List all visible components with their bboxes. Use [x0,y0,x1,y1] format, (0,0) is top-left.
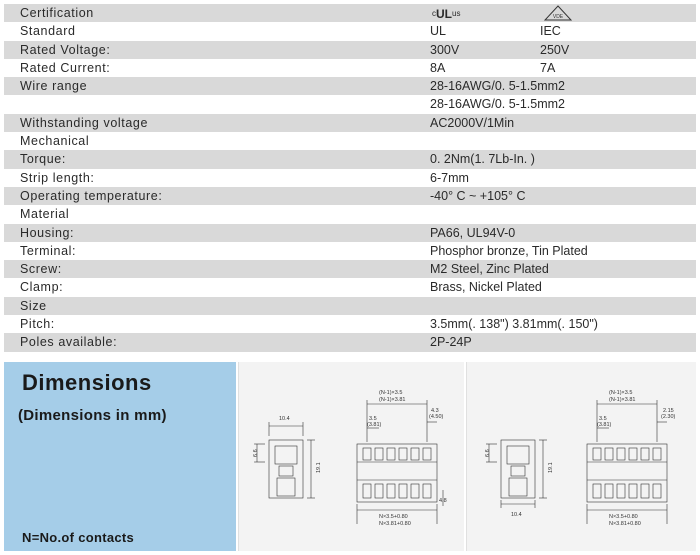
spec-value: 8A [430,60,446,75]
spec-row [4,4,696,22]
front-view-body [587,444,667,502]
technical-drawing-a [239,362,465,551]
spec-label: Clamp: [20,280,64,295]
vde-certification-icon [544,5,572,21]
front-view-body [357,444,437,502]
spec-value: Brass, Nickel Plated [430,280,542,295]
dim-length-b: N×3.81+0.80 [379,521,411,527]
dim-offset-a: 4.3 [431,408,439,414]
dimensions-subtitle: (Dimensions in mm) [18,407,167,424]
spec-row [4,59,696,77]
spec-value: UL [430,24,446,39]
contacts-note: N=No.of contacts [22,530,135,545]
dim-pitch-sum-b: (N-1)×3.81 [609,397,636,403]
spec-label: Mechanical [20,134,90,149]
dim-pitch-sum-a: (N-1)×3.5 [379,390,403,396]
dim-length-a: N×3.5+0.80 [379,514,408,520]
spec-value-iec: 250V [540,42,570,57]
spec-label: Rated Voltage: [20,42,111,57]
dim-pitch-sum-a: (N-1)×3.5 [609,390,633,396]
spec-value: AC2000V/1Min [430,115,515,130]
spec-label: Material [20,207,70,222]
dim-pitch-sum-b: (N-1)×3.81 [379,397,406,403]
dim-side-width: 10.4 [511,512,522,518]
dim-side-height: 6.6 [485,449,491,457]
dim-side-height: 6.6 [253,449,259,457]
spec-label: Screw: [20,262,62,277]
spec-label: Size [20,298,47,313]
spec-row [4,41,696,59]
svg-text:VDE: VDE [552,14,564,20]
spec-value: 3.5mm(. 138") 3.81mm(. 150") [430,317,598,332]
spec-row [4,242,696,260]
spec-row [4,95,696,113]
contact-slots [363,448,431,498]
dim-pitch-a: 3.5 [599,416,607,422]
spec-label: Withstanding voltage [20,115,149,130]
dim-offset-b: (4.50) [429,414,444,420]
spec-row [4,77,696,95]
spec-value: 0. 2Nm(1. 7Lb-In. ) [430,152,535,167]
spec-row [4,22,696,40]
dim-pitch-b: (3.81) [597,422,612,428]
spec-value: Phosphor bronze, Tin Plated [430,243,588,258]
spec-label: Rated Current: [20,60,111,75]
side-view-body [501,440,535,498]
side-view-body [269,440,303,498]
dim-body-height: 19.1 [548,462,554,473]
spec-row [4,315,696,333]
spec-row [4,224,696,242]
spec-label: Strip length: [20,170,95,185]
dim-length-a: N×3.5+0.80 [609,514,638,520]
dim-pitch-a: 3.5 [369,416,377,422]
spec-value: 6-7mm [430,170,469,185]
spec-row [4,132,696,150]
spec-row [4,169,696,187]
spec-label: Housing: [20,225,75,240]
dim-offset-a: 2.15 [663,408,674,414]
spec-value: PA66, UL94V-0 [430,225,516,240]
dim-offset-b: (2.30) [661,414,676,420]
spec-value-iec: IEC [540,24,561,39]
spec-row [4,260,696,278]
spec-row [4,297,696,315]
dim-side-width: 10.4 [279,416,290,422]
dimensions-title: Dimensions [22,370,152,395]
spec-table [4,4,696,352]
dim-body-height: 19.1 [316,462,322,473]
spec-row [4,114,696,132]
spec-label: Standard [20,24,76,39]
dimensions-panel [4,362,236,551]
dim-pitch-b: (3.81) [367,422,382,428]
spec-label: Wire range [20,79,88,94]
spec-value: 300V [430,42,460,57]
spec-value: -40° C ~ +105° C [430,188,526,203]
contact-slots [593,448,661,498]
spec-row [4,150,696,168]
drawing-panel-b [466,362,696,551]
spec-value: 2P-24P [430,335,472,350]
spec-row [4,205,696,223]
spec-row [4,278,696,296]
spec-label: Pitch: [20,317,55,332]
technical-drawing-b [467,362,697,551]
ul-certification-logo: $^cUL^{us}$ [432,7,461,21]
spec-value: 28-16AWG/0. 5-1.5mm2 [430,79,566,94]
spec-value: 28-16AWG/0. 5-1.5mm2 [430,97,566,112]
dim-bottom: 4.8 [439,498,447,504]
spec-value: M2 Steel, Zinc Plated [430,262,549,277]
dim-length-b: N×3.81+0.80 [609,521,641,527]
drawing-panel-a [238,362,464,551]
spec-label: Poles available: [20,335,118,350]
spec-label: Certification [20,6,94,20]
spec-label: Terminal: [20,243,77,258]
spec-value-iec: 7A [540,60,556,75]
spec-row [4,187,696,205]
spec-label: Torque: [20,152,66,167]
spec-label: Operating temperature: [20,188,163,203]
spec-row [4,333,696,351]
